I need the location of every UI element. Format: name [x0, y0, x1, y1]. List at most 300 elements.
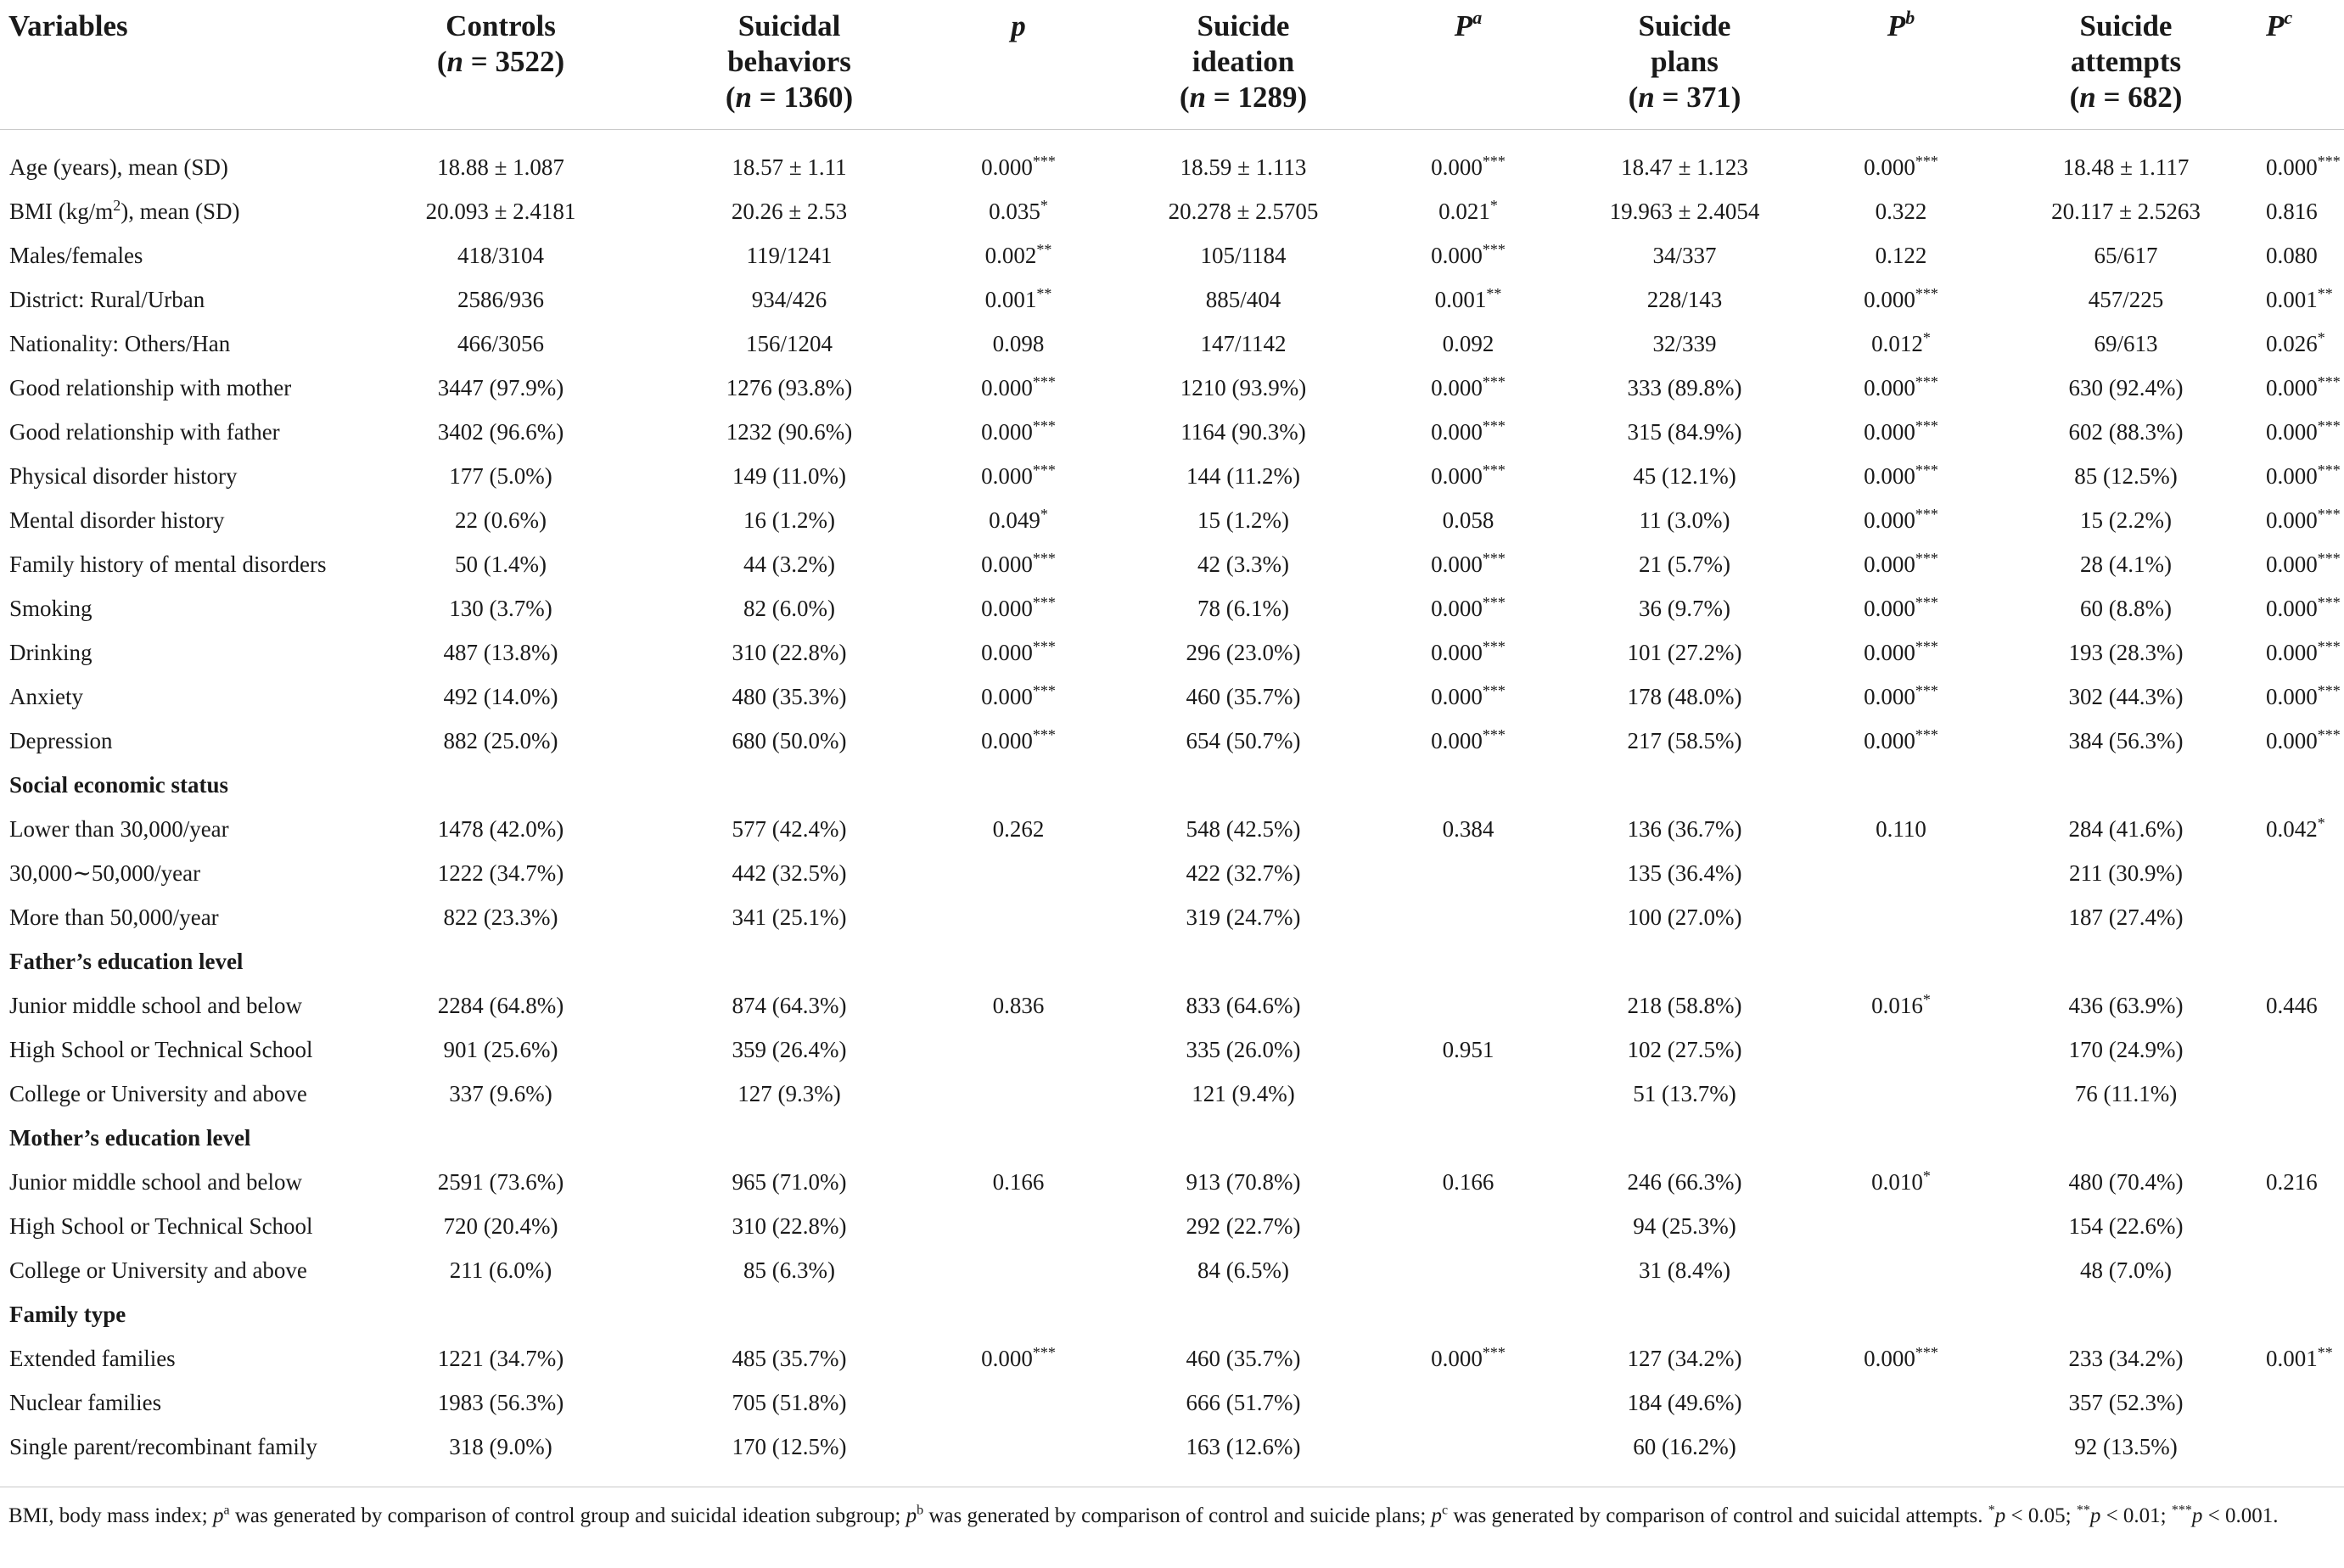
- table-row: [0, 454, 2344, 498]
- cell-pa: 0.384: [1442, 816, 1494, 842]
- table-row: [0, 1072, 2344, 1116]
- cell-pa: 0.000***: [1431, 1344, 1506, 1371]
- cell-pc: 0.000***: [2266, 373, 2341, 400]
- row-label: Extended families: [9, 1346, 176, 1371]
- header-controls: [356, 0, 645, 130]
- cell-ideation: 1164 (90.3%): [1180, 419, 1306, 445]
- cell-suicidal: [645, 939, 934, 983]
- cell-ideation: 1210 (93.9%): [1180, 375, 1307, 400]
- header-pa-base: P: [1454, 9, 1473, 42]
- section-heading: Mother’s education level: [9, 1125, 251, 1151]
- cell-ideation: 78 (6.1%): [1197, 596, 1289, 621]
- cell-controls: 318 (9.0%): [449, 1434, 552, 1459]
- row-label: Smoking: [9, 596, 93, 621]
- cell-attempts: [1986, 1116, 2266, 1160]
- cell-p: 0.000***: [981, 153, 1056, 180]
- cell-p: [934, 1028, 1103, 1072]
- cell-plans: 21 (5.7%): [1639, 552, 1730, 577]
- row-label: Mental disorder history: [9, 507, 225, 533]
- cell-p: [934, 1425, 1103, 1469]
- table-row: [0, 1160, 2344, 1204]
- cell-p: 0.035*: [989, 197, 1048, 224]
- cell-plans: 228/143: [1646, 287, 1723, 312]
- cell-attempts: 92 (13.5%): [2074, 1434, 2178, 1459]
- cell-p: [934, 1072, 1103, 1116]
- row-label: Junior middle school and below: [9, 1169, 302, 1195]
- cell-controls: 492 (14.0%): [443, 684, 558, 709]
- table-row: [0, 630, 2344, 675]
- cell-attempts: 18.48 ± 1.117: [2062, 154, 2190, 180]
- table-header: [0, 0, 2344, 130]
- cell-ideation: 654 (50.7%): [1186, 728, 1301, 753]
- cell-pb: 0.322: [1875, 199, 1927, 224]
- cell-plans: 333 (89.8%): [1627, 375, 1742, 400]
- table-row: [0, 277, 2344, 322]
- cell-attempts: 211 (30.9%): [2069, 860, 2183, 886]
- header-suicide-attempts: [1986, 0, 2266, 130]
- cell-pc: 0.000***: [2266, 594, 2341, 621]
- cell-attempts: 284 (41.6%): [2068, 816, 2184, 842]
- table-row: [0, 542, 2344, 586]
- cell-pc: [2266, 851, 2344, 895]
- cell-pb: 0.000***: [1864, 373, 1938, 400]
- section-row: [0, 1292, 2344, 1336]
- cell-controls: 882 (25.0%): [443, 728, 558, 753]
- cell-pa: 0.021*: [1438, 197, 1498, 224]
- cell-plans: 218 (58.8%): [1627, 993, 1742, 1018]
- cell-ideation: 913 (70.8%): [1186, 1169, 1301, 1195]
- cell-pb: [1816, 1248, 1986, 1292]
- cell-pb: 0.000***: [1864, 1344, 1938, 1371]
- cell-p: 0.000***: [981, 682, 1056, 709]
- cell-suicidal: 310 (22.8%): [732, 640, 847, 665]
- row-label: Drinking: [9, 640, 93, 665]
- cell-attempts: 76 (11.1%): [2074, 1081, 2178, 1106]
- cell-pc: [2266, 1380, 2344, 1425]
- cell-controls: 822 (23.3%): [443, 904, 558, 930]
- table-row: [0, 189, 2344, 233]
- header-suicide-attempts-n: (n = 682): [2069, 81, 2183, 114]
- cell-attempts: 65/617: [2094, 243, 2158, 268]
- cell-pc: 0.000***: [2266, 417, 2341, 445]
- cell-pa: 0.000***: [1431, 153, 1506, 180]
- cell-attempts: 384 (56.3%): [2068, 728, 2184, 753]
- cell-p: [934, 1204, 1103, 1248]
- cell-pa: 0.001**: [1434, 285, 1502, 312]
- cell-pa: [1383, 1425, 1553, 1469]
- cell-ideation: 666 (51.7%): [1186, 1390, 1301, 1415]
- cell-attempts: 187 (27.4%): [2068, 904, 2184, 930]
- cell-plans: 100 (27.0%): [1627, 904, 1742, 930]
- cell-pa: 0.000***: [1431, 638, 1506, 665]
- cell-attempts: 357 (52.3%): [2068, 1390, 2184, 1415]
- cell-pa: 0.000***: [1431, 417, 1506, 445]
- cell-controls: 177 (5.0%): [449, 463, 552, 489]
- cell-attempts: 630 (92.4%): [2068, 375, 2184, 400]
- header-variables: Variables: [0, 0, 356, 130]
- cell-p: 0.049*: [989, 506, 1048, 533]
- row-label: High School or Technical School: [9, 1213, 313, 1239]
- cell-pa: [1383, 983, 1553, 1028]
- cell-p: 0.000***: [981, 550, 1056, 577]
- cell-pb: [1816, 1292, 1986, 1336]
- cell-ideation: 548 (42.5%): [1186, 816, 1301, 842]
- table-row: [0, 1425, 2344, 1469]
- cell-pc: 0.816: [2266, 199, 2318, 224]
- cell-attempts: 457/225: [2088, 287, 2164, 312]
- cell-controls: [356, 763, 645, 807]
- cell-controls: 20.093 ± 2.4181: [425, 199, 576, 224]
- cell-ideation: [1103, 1292, 1383, 1336]
- cell-suicidal: 680 (50.0%): [732, 728, 847, 753]
- cell-controls: 130 (3.7%): [449, 596, 552, 621]
- cell-ideation: 335 (26.0%): [1186, 1037, 1301, 1062]
- cell-plans: [1553, 763, 1816, 807]
- cell-plans: 102 (27.5%): [1627, 1037, 1742, 1062]
- header-pb-sup: b: [1905, 7, 1915, 28]
- cell-controls: 1222 (34.7%): [437, 860, 564, 886]
- cell-controls: 720 (20.4%): [443, 1213, 558, 1239]
- cell-controls: 487 (13.8%): [443, 640, 558, 665]
- cell-ideation: 105/1184: [1200, 243, 1287, 268]
- cell-ideation: 42 (3.3%): [1197, 552, 1289, 577]
- cell-pc: 0.001**: [2266, 1344, 2333, 1371]
- header-pb: [1816, 0, 1986, 130]
- cell-pb: 0.000***: [1864, 638, 1938, 665]
- cell-pa: [1383, 851, 1553, 895]
- cell-suicidal: 85 (6.3%): [743, 1257, 835, 1283]
- table-row: [0, 1380, 2344, 1425]
- cell-pc: [2266, 1072, 2344, 1116]
- cell-suicidal: 480 (35.3%): [732, 684, 847, 709]
- cell-pc: 0.000***: [2266, 506, 2341, 533]
- cell-ideation: [1103, 763, 1383, 807]
- cell-p: 0.000***: [981, 1344, 1056, 1371]
- cell-pb: 0.122: [1875, 243, 1927, 268]
- cell-attempts: 85 (12.5%): [2074, 463, 2178, 489]
- header-controls-n: (n = 3522): [436, 45, 565, 78]
- table-row: [0, 498, 2344, 542]
- cell-plans: 246 (66.3%): [1627, 1169, 1742, 1195]
- cell-suicidal: 341 (25.1%): [732, 904, 847, 930]
- cell-controls: 22 (0.6%): [455, 507, 547, 533]
- cell-p: [934, 939, 1103, 983]
- cell-pa: [1383, 939, 1553, 983]
- table-row: [0, 1248, 2344, 1292]
- cell-pc: 0.001**: [2266, 285, 2333, 312]
- cell-pb: 0.000***: [1864, 506, 1938, 533]
- cell-plans: 315 (84.9%): [1627, 419, 1742, 445]
- cell-suicidal: 119/1241: [746, 243, 833, 268]
- section-row: [0, 1116, 2344, 1160]
- table-row: [0, 233, 2344, 277]
- cell-controls: 3402 (96.6%): [437, 419, 564, 445]
- row-label: Age (years), mean (SD): [9, 154, 228, 180]
- cell-pc: 0.042*: [2266, 815, 2325, 842]
- cell-ideation: 15 (1.2%): [1197, 507, 1289, 533]
- cell-suicidal: 934/426: [751, 287, 827, 312]
- cell-ideation: [1103, 1116, 1383, 1160]
- cell-plans: 34/337: [1652, 243, 1717, 268]
- cell-plans: 11 (3.0%): [1639, 507, 1730, 533]
- row-label: Good relationship with father: [9, 419, 280, 445]
- cell-ideation: 422 (32.7%): [1186, 860, 1301, 886]
- header-suicide-plans: [1553, 0, 1816, 130]
- cell-pb: [1816, 1116, 1986, 1160]
- cell-suicidal: 1232 (90.6%): [726, 419, 853, 445]
- table-row: [0, 1204, 2344, 1248]
- header-pc-base: P: [2266, 9, 2285, 42]
- row-label: District: Rural/Urban: [9, 287, 205, 312]
- cell-p: [934, 763, 1103, 807]
- row-label: BMI $(kg/m^2)$, mean (SD): [9, 197, 240, 224]
- cell-pc: [2266, 895, 2344, 939]
- row-label: Depression: [9, 728, 113, 753]
- cell-suicidal: 310 (22.8%): [732, 1213, 847, 1239]
- cell-pb: [1816, 1072, 1986, 1116]
- cell-p: [934, 1248, 1103, 1292]
- cell-suicidal: 1276 (93.8%): [726, 375, 853, 400]
- cell-ideation: 292 (22.7%): [1186, 1213, 1301, 1239]
- cell-pb: [1816, 939, 1986, 983]
- cell-pb: 0.000***: [1864, 153, 1938, 180]
- table-row: [0, 807, 2344, 851]
- cell-plans: 184 (49.6%): [1627, 1390, 1742, 1415]
- cell-pa: [1383, 1204, 1553, 1248]
- cell-pc: 0.000***: [2266, 462, 2341, 489]
- cell-pb: 0.010*: [1871, 1168, 1931, 1195]
- cell-attempts: 60 (8.8%): [2080, 596, 2172, 621]
- row-label: Anxiety: [9, 684, 83, 709]
- cell-plans: 135 (36.4%): [1627, 860, 1742, 886]
- cell-p: [934, 895, 1103, 939]
- cell-p: 0.000***: [981, 594, 1056, 621]
- cell-pa: [1383, 1380, 1553, 1425]
- cell-p: [934, 851, 1103, 895]
- cell-suicidal: [645, 1116, 934, 1160]
- header-suicide-ideation: [1103, 0, 1383, 130]
- cell-plans: 45 (12.1%): [1633, 463, 1736, 489]
- cell-pa: 0.058: [1442, 507, 1494, 533]
- header-pc: [2266, 0, 2344, 130]
- table-row: [0, 1028, 2344, 1072]
- cell-pa: [1383, 1072, 1553, 1116]
- cell-suicidal: 359 (26.4%): [732, 1037, 847, 1062]
- cell-p: 0.002**: [984, 241, 1052, 268]
- cell-attempts: 20.117 ± 2.5263: [2051, 199, 2201, 224]
- cell-pc: [2266, 939, 2344, 983]
- table-row: [0, 410, 2344, 454]
- row-label: Nuclear families: [9, 1390, 162, 1415]
- cell-pc: [2266, 763, 2344, 807]
- cell-p: 0.262: [992, 816, 1045, 842]
- cell-pa: 0.000***: [1431, 594, 1506, 621]
- header-suicidal-behaviors-n: (n = 1360): [725, 81, 854, 114]
- cell-attempts: [1986, 1292, 2266, 1336]
- cell-controls: 3447 (97.9%): [437, 375, 564, 400]
- cell-pa: [1383, 1292, 1553, 1336]
- cell-suicidal: 44 (3.2%): [743, 552, 835, 577]
- cell-pc: 0.000***: [2266, 153, 2341, 180]
- table-row: [0, 366, 2344, 410]
- cell-controls: 18.88 ± 1.087: [437, 154, 564, 180]
- cell-p: 0.001**: [984, 285, 1052, 312]
- cell-pa: 0.000***: [1431, 550, 1506, 577]
- table-row: [0, 1336, 2344, 1380]
- cell-suicidal: 20.26 ± 2.53: [731, 199, 848, 224]
- cell-pb: 0.000***: [1864, 594, 1938, 621]
- row-label: Males/females: [9, 243, 143, 268]
- cell-controls: 211 (6.0%): [449, 1257, 552, 1283]
- cell-pb: [1816, 895, 1986, 939]
- cell-pc: 0.216: [2266, 1169, 2318, 1195]
- cell-pb: 0.012*: [1871, 329, 1931, 356]
- cell-pc: 0.000***: [2266, 638, 2341, 665]
- row-label: Family history of mental disorders: [9, 552, 327, 577]
- row-label: Junior middle school and below: [9, 993, 302, 1018]
- cell-pc: 0.080: [2266, 243, 2318, 268]
- cell-suicidal: 18.57 ± 1.11: [732, 154, 847, 180]
- cell-attempts: [1986, 939, 2266, 983]
- section-row: [0, 763, 2344, 807]
- cell-p: 0.836: [992, 993, 1045, 1018]
- cell-pc: [2266, 1204, 2344, 1248]
- cell-plans: 31 (8.4%): [1639, 1257, 1730, 1283]
- cell-ideation: 163 (12.6%): [1186, 1434, 1301, 1459]
- cell-ideation: 885/404: [1205, 287, 1281, 312]
- cell-attempts: 69/613: [2094, 331, 2158, 356]
- cell-attempts: 154 (22.6%): [2068, 1213, 2184, 1239]
- cell-plans: 51 (13.7%): [1633, 1081, 1736, 1106]
- cell-controls: 337 (9.6%): [449, 1081, 552, 1106]
- cell-ideation: 18.59 ± 1.113: [1180, 154, 1307, 180]
- cell-attempts: 302 (44.3%): [2068, 684, 2184, 709]
- cell-pc: [2266, 1248, 2344, 1292]
- cell-pb: 0.016*: [1871, 991, 1931, 1018]
- cell-ideation: 319 (24.7%): [1186, 904, 1301, 930]
- table-body: [0, 130, 2344, 1470]
- cell-suicidal: 127 (9.3%): [737, 1081, 841, 1106]
- header-suicide-plans-title: Suicide plans: [1638, 9, 1731, 78]
- cell-ideation: 460 (35.7%): [1186, 1346, 1301, 1371]
- cell-p: 0.000***: [981, 726, 1056, 753]
- cell-plans: 60 (16.2%): [1633, 1434, 1736, 1459]
- header-suicide-ideation-title: Suicide ideation: [1192, 9, 1295, 78]
- cell-ideation: 460 (35.7%): [1186, 684, 1301, 709]
- cell-plans: 101 (27.2%): [1627, 640, 1742, 665]
- cell-controls: 1983 (56.3%): [437, 1390, 564, 1415]
- row-label: High School or Technical School: [9, 1037, 313, 1062]
- cell-controls: 2586/936: [457, 287, 544, 312]
- cell-suicidal: 16 (1.2%): [743, 507, 835, 533]
- cell-ideation: 84 (6.5%): [1197, 1257, 1289, 1283]
- cell-pc: 0.000***: [2266, 726, 2341, 753]
- cell-suicidal: 577 (42.4%): [732, 816, 847, 842]
- cell-pa: [1383, 763, 1553, 807]
- header-suicide-plans-n: (n = 371): [1628, 81, 1741, 114]
- row-label: Lower than 30,000/year: [9, 816, 229, 842]
- cell-controls: 466/3056: [457, 331, 544, 356]
- cell-pb: 0.110: [1876, 816, 1926, 842]
- header-pb-base: P: [1887, 9, 1906, 42]
- cell-pa: [1383, 1116, 1553, 1160]
- cell-pa: 0.000***: [1431, 462, 1506, 489]
- row-label: College or University and above: [9, 1081, 307, 1106]
- cell-pb: [1816, 1425, 1986, 1469]
- cell-controls: [356, 1116, 645, 1160]
- cell-ideation: 296 (23.0%): [1186, 640, 1301, 665]
- cell-suicidal: 149 (11.0%): [732, 463, 846, 489]
- cell-plans: 217 (58.5%): [1627, 728, 1742, 753]
- cell-controls: [356, 939, 645, 983]
- cell-controls: 2284 (64.8%): [437, 993, 564, 1018]
- cell-pc: 0.446: [2266, 993, 2318, 1018]
- cell-pa: 0.092: [1442, 331, 1494, 356]
- cell-pc: [2266, 1116, 2344, 1160]
- cell-p: [934, 1380, 1103, 1425]
- cell-pb: [1816, 1380, 1986, 1425]
- cell-pa: 0.000***: [1431, 682, 1506, 709]
- table-row: [0, 983, 2344, 1028]
- cell-controls: 901 (25.6%): [443, 1037, 558, 1062]
- row-label: More than 50,000/year: [9, 904, 219, 930]
- cell-pc: 0.000***: [2266, 682, 2341, 709]
- cell-pb: [1816, 1028, 1986, 1072]
- cell-suicidal: 82 (6.0%): [743, 596, 835, 621]
- cell-plans: 136 (36.7%): [1627, 816, 1742, 842]
- cell-ideation: 833 (64.6%): [1186, 993, 1301, 1018]
- cell-controls: [356, 1292, 645, 1336]
- cell-suicidal: 170 (12.5%): [732, 1434, 847, 1459]
- cell-plans: [1553, 1116, 1816, 1160]
- cell-attempts: 602 (88.3%): [2068, 419, 2184, 445]
- row-label: Nationality: Others/Han: [9, 331, 231, 356]
- cell-ideation: 20.278 ± 2.5705: [1168, 199, 1319, 224]
- cell-ideation: 121 (9.4%): [1192, 1081, 1295, 1106]
- cell-suicidal: 965 (71.0%): [732, 1169, 847, 1195]
- cell-plans: [1553, 1292, 1816, 1336]
- header-p: [934, 0, 1103, 130]
- header-p-label: p: [1011, 9, 1026, 42]
- cell-attempts: 233 (34.2%): [2068, 1346, 2184, 1371]
- header-suicidal-behaviors-title: Suicidal behaviors: [727, 9, 851, 78]
- cell-pc: [2266, 1292, 2344, 1336]
- table-row: [0, 130, 2344, 190]
- cell-pb: [1816, 763, 1986, 807]
- row-label: Good relationship with mother: [9, 375, 292, 400]
- cell-pc: 0.000***: [2266, 550, 2341, 577]
- cell-pc: [2266, 1425, 2344, 1469]
- cell-plans: 127 (34.2%): [1627, 1346, 1742, 1371]
- header-pa: [1383, 0, 1553, 130]
- cell-pa: [1383, 1248, 1553, 1292]
- cell-controls: 418/3104: [457, 243, 544, 268]
- cell-controls: 1478 (42.0%): [437, 816, 564, 842]
- header-suicide-ideation-n: (n = 1289): [1179, 81, 1308, 114]
- header-controls-title: Controls: [446, 9, 556, 42]
- cell-attempts: 480 (70.4%): [2068, 1169, 2184, 1195]
- cell-pb: 0.000***: [1864, 550, 1938, 577]
- cell-plans: 18.47 ± 1.123: [1621, 154, 1748, 180]
- cell-pb: 0.000***: [1864, 285, 1938, 312]
- table-row: [0, 719, 2344, 763]
- header-pc-sup: c: [2284, 7, 2293, 28]
- row-label: College or University and above: [9, 1257, 307, 1283]
- cell-suicidal: 705 (51.8%): [732, 1390, 847, 1415]
- cell-suicidal: 442 (32.5%): [732, 860, 847, 886]
- table-row: [0, 586, 2344, 630]
- cell-p: [934, 1116, 1103, 1160]
